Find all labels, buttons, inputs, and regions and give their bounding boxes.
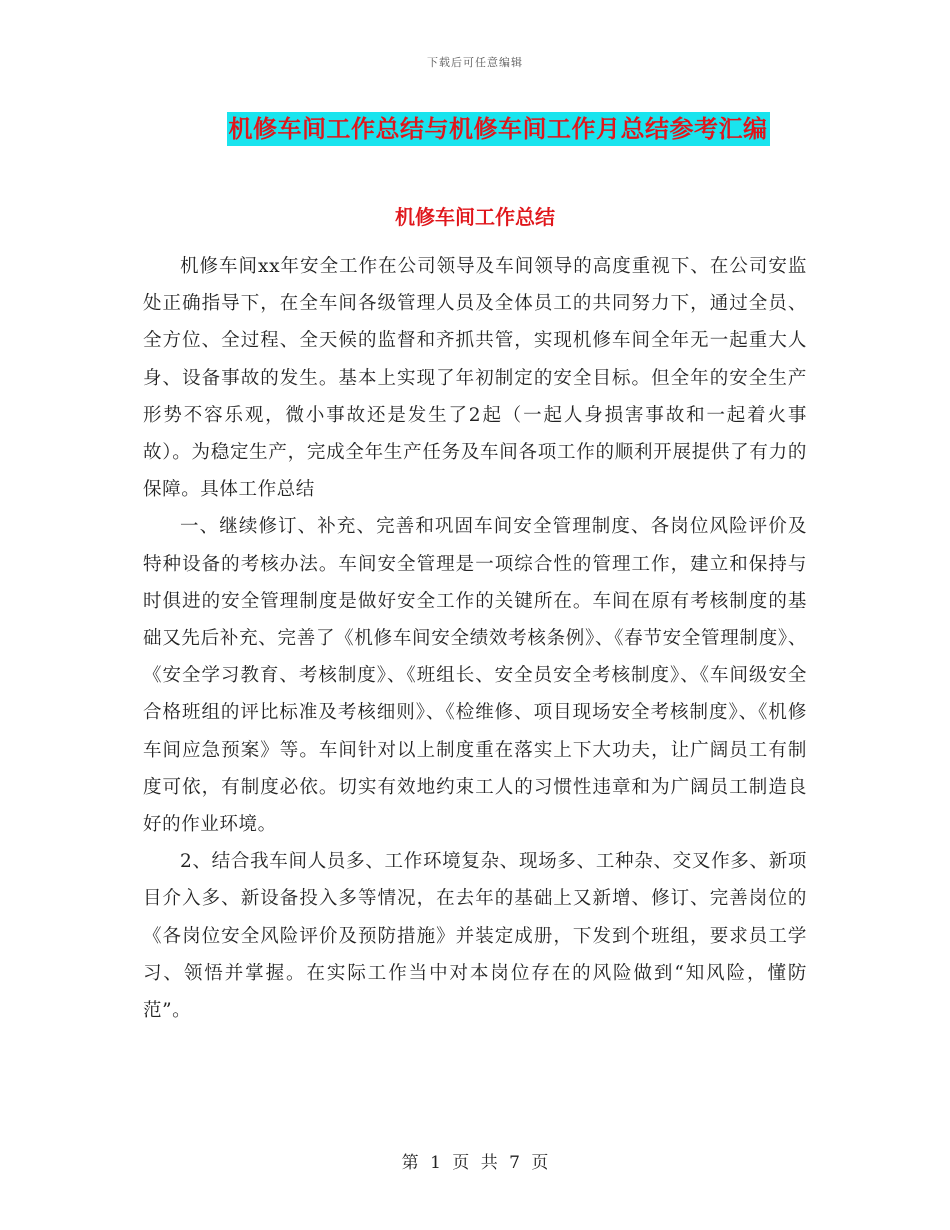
paragraph-2: 一、继续修订、补充、完善和巩固车间安全管理制度、各岗位风险评价及特种设备的考核办法。车间安全管理是一项综合性的管理工作，建立和保持与时俱进的安全管理制度是做好安全工作的关键所在。车间在原有考核制度的基础又先后补充、完善了《机修车间安全绩效考核条例》、《春节安全管理制度》、《安全学习教育、考核制度》、《班组长、安全员安全考核制度》、《车间级安全合格班组的评比标准及考核细则》、《检维修、项目现场安全考核制度》、《机修车间应急预案》等。车间针对以上制度重在落实上下大功夫，让广阔员工有制度可依，有制度必依。切实有效地约束工人的习惯性违章和为广阔员工制造良好的作业环境。 xyxy=(143,516,807,836)
document-body xyxy=(143,248,807,1029)
section-title: 机修车间工作总结 xyxy=(395,205,555,229)
header-note: 下载后可任意编辑 xyxy=(427,56,523,69)
main-title-container xyxy=(0,112,950,146)
paragraph-1: 机修车间xx年安全工作在公司领导及车间领导的高度重视下、在公司安监处正确指导下，在全车间各级管理人员及全体员工的共同努力下，通过全员、全方位、全过程、全天候的监督和齐抓共管，实现机修车间全年无一起重大人身、设备事故的发生。基本上实现了年初制定的安全目标。但全年的安全生产形势不容乐观，微小事故还是发生了2起（一起人身损害事故和一起着火事故）。为稳定生产，完成全年生产任务及车间各项工作的顺利开展提供了有力的保障。具体工作总结 xyxy=(143,256,807,501)
document-title: 机修车间工作总结与机修车间工作月总结参考汇编 xyxy=(227,112,770,146)
paragraph-3: 2、结合我车间人员多、工作环境复杂、现场多、工种杂、交叉作多、新项目介入多、新设备投入多等情况，在去年的基础上又新增、修订、完善岗位的《各岗位安全风险评价及预防措施》并装定成册，下发到个班组，要求员工学习、领悟并掌握。在实际工作当中对本岗位存在的风险做到“知风险，懂防范”。 xyxy=(143,851,807,1022)
page-number-footer: 第 1 页 共 7 页 xyxy=(401,1153,549,1173)
